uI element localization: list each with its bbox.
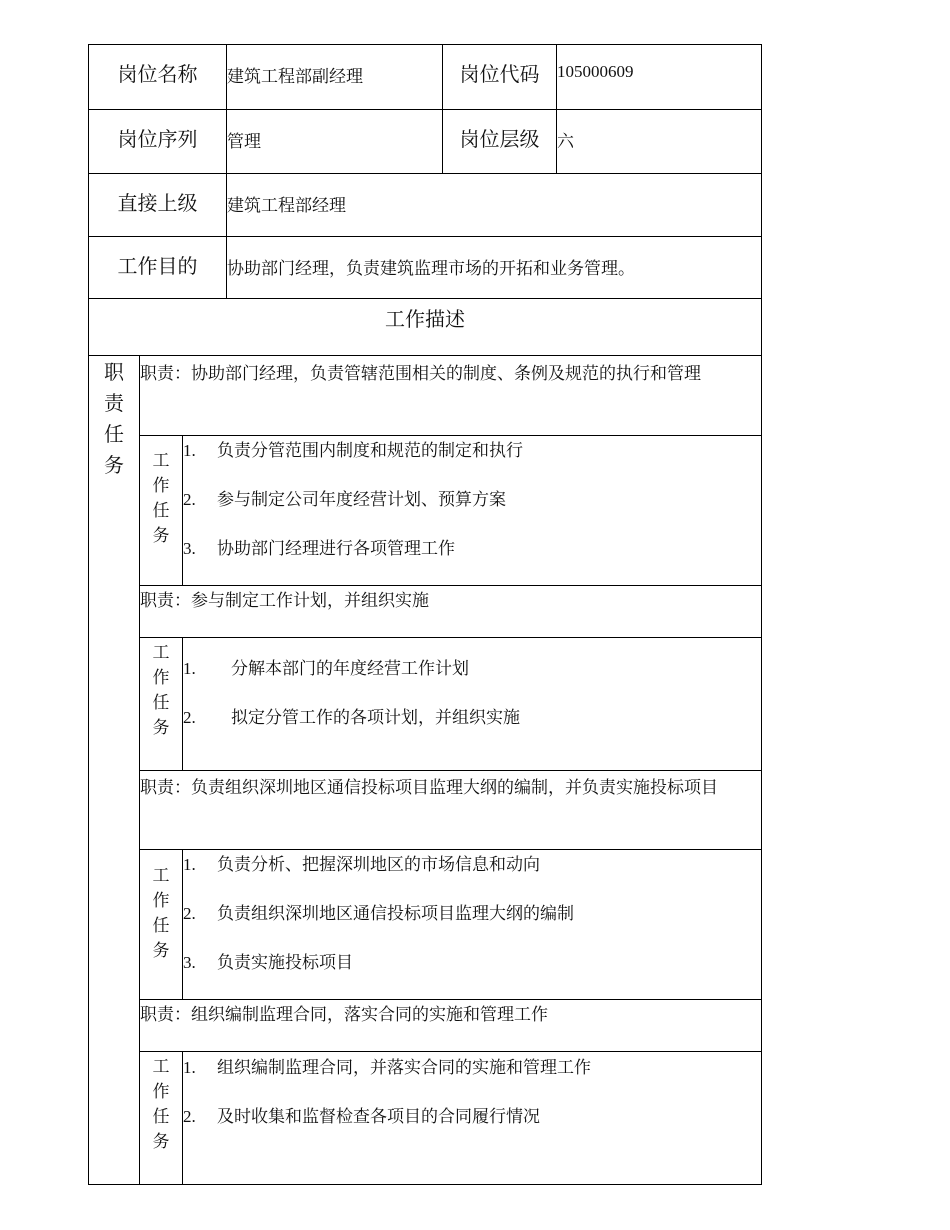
- task-list: [183, 436, 762, 586]
- job-table: [88, 44, 762, 1185]
- row-description-title: [89, 299, 762, 356]
- level-value: 六: [557, 110, 762, 174]
- row-sequence: [89, 110, 762, 174]
- job-description-form: [88, 44, 761, 1185]
- duty-text: 职责：协助部门经理，负责管辖范围相关的制度、条例及规范的执行和管理: [140, 356, 762, 436]
- duty-text: 职责：负责组织深圳地区通信投标项目监理大纲的编制，并负责实施投标项目: [140, 771, 762, 850]
- duty-text: 职责：组织编制监理合同，落实合同的实施和管理工作: [140, 1000, 762, 1052]
- position-code-value: 105000609: [557, 45, 762, 110]
- task-row: [89, 638, 762, 771]
- task-list: [183, 850, 762, 1000]
- list-item: 1. 分解本部门的年度经营工作计划: [183, 659, 469, 678]
- task-side-label: 工 作 任 务: [140, 638, 183, 771]
- list-item: 3. 负责实施投标项目: [183, 953, 353, 972]
- list-item: 1. 组织编制监理合同，并落实合同的实施和管理工作: [183, 1058, 591, 1077]
- level-label: 岗位层级: [443, 110, 557, 174]
- list-item: 2. 参与制定公司年度经营计划、预算方案: [183, 490, 506, 509]
- purpose-label: 工作目的: [89, 237, 227, 299]
- list-item: 2. 及时收集和监督检查各项目的合同履行情况: [183, 1107, 540, 1126]
- row-position-name: [89, 45, 762, 110]
- supervisor-value: 建筑工程部经理: [227, 174, 762, 237]
- duty-row: [89, 771, 762, 850]
- list-item: 1. 负责分析、把握深圳地区的市场信息和动向: [183, 855, 540, 874]
- purpose-value: 协助部门经理，负责建筑监理市场的开拓和业务管理。: [227, 237, 762, 299]
- row-purpose: [89, 237, 762, 299]
- duty-row: [89, 586, 762, 638]
- list-item: 2. 负责组织深圳地区通信投标项目监理大纲的编制: [183, 904, 574, 923]
- row-supervisor: [89, 174, 762, 237]
- task-list: [183, 638, 762, 771]
- position-name-label: 岗位名称: [89, 45, 227, 110]
- duty-text: 职责：参与制定工作计划，并组织实施: [140, 586, 762, 638]
- task-side-label: 工 作 任 务: [140, 850, 183, 1000]
- task-side-label: 工 作 任 务: [140, 436, 183, 586]
- task-side-label: 工 作 任 务: [140, 1052, 183, 1185]
- task-row: [89, 850, 762, 1000]
- position-name-value: 建筑工程部副经理: [227, 45, 443, 110]
- duty-side-label: 职 责 任 务: [89, 356, 140, 1185]
- list-item: 3. 协助部门经理进行各项管理工作: [183, 539, 455, 558]
- list-item: 1. 负责分管范围内制度和规范的制定和执行: [183, 441, 523, 460]
- position-code-label: 岗位代码: [443, 45, 557, 110]
- list-item: 2. 拟定分管工作的各项计划，并组织实施: [183, 708, 520, 727]
- supervisor-label: 直接上级: [89, 174, 227, 237]
- duty-row: [89, 356, 762, 436]
- description-title: 工作描述: [89, 299, 762, 356]
- task-row: [89, 1052, 762, 1185]
- sequence-value: 管理: [227, 110, 443, 174]
- task-row: [89, 436, 762, 586]
- sequence-label: 岗位序列: [89, 110, 227, 174]
- task-list: [183, 1052, 762, 1185]
